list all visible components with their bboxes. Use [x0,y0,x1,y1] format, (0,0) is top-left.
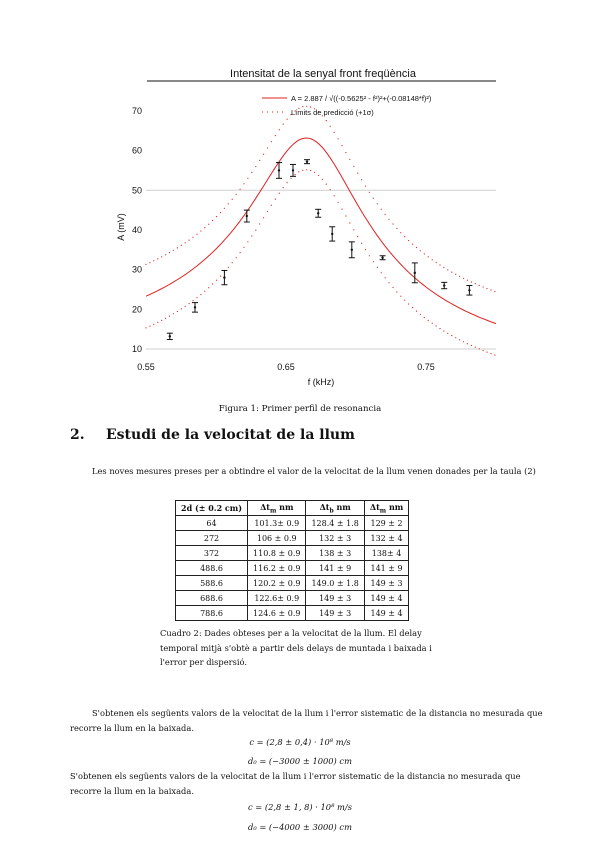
prediction-dot [255,230,256,231]
point-marker [292,169,294,171]
point-marker [306,160,308,162]
prediction-dot [263,154,264,155]
prediction-dot [243,183,244,184]
data-point [466,286,472,296]
prediction-dot [314,172,315,173]
velocity-table [175,500,409,621]
data-point [349,242,355,258]
figure-caption: Figura 1: Primer perfil de resonancia [218,404,382,414]
prediction-dot [306,169,307,170]
table-cell: 149 ± 3 [306,606,364,621]
prediction-dot [240,189,241,190]
prediction-dot [204,291,205,292]
table-cell: 138± 4 [364,546,408,561]
prediction-dot [432,259,433,260]
y-tick-label: 60 [131,145,142,156]
data-point [167,333,173,339]
prediction-dot [432,323,433,324]
prediction-dot [479,348,480,349]
table-row [176,606,409,621]
prediction-dot [479,285,480,286]
table-cell: 788.6 [176,606,248,621]
prediction-dot [396,291,397,292]
y-tick-label: 70 [131,105,142,116]
prediction-dot [275,135,276,136]
prediction-dot [467,343,468,344]
table-header-cell: 2d (± 0.2 cm) [176,501,248,516]
data-point [244,210,250,222]
prediction-dot [494,291,495,292]
prediction-dot [451,335,452,336]
prediction-dot [145,264,146,265]
prediction-dot [334,195,335,196]
prediction-dot [200,230,201,231]
prediction-dot [279,129,280,130]
prediction-dot [361,179,362,180]
prediction-dot [353,229,354,230]
prediction-dot [483,286,484,287]
prediction-dot [420,314,421,315]
prediction-dot [494,354,495,355]
prediction-dot [467,280,468,281]
prediction-dot [396,228,397,229]
prediction-dot [310,170,311,171]
prediction-dot [338,202,339,203]
table-cell: 128.4 ± 1.8 [306,516,364,531]
prediction-dot [486,288,487,289]
prediction-dot [381,209,382,210]
point-marker [331,233,333,235]
table-header-cell: $\Delta t_m$ nm [364,501,408,516]
table-cell: 588.6 [176,576,248,591]
prediction-dot [169,316,170,317]
prediction-dot [192,300,193,301]
point-marker [443,284,445,286]
x-axis-ticks [137,362,435,372]
section-heading [70,427,355,443]
prediction-dot [157,258,158,259]
prediction-dot [216,216,217,217]
table-cell: 149 ± 4 [364,606,408,621]
prediction-dot [302,170,303,171]
fit-curve [146,138,496,324]
prediction-dot [392,223,393,224]
prediction-dot [357,236,358,237]
prediction-dot [436,262,437,263]
prediction-dot [451,272,452,273]
prediction-dot [483,350,484,351]
section-number: 2. [70,427,85,443]
prediction-dot [165,318,166,319]
prediction-dot [212,283,213,284]
prediction-dot [345,152,346,153]
prediction-dot [330,189,331,190]
intro-paragraph: Les noves mesures preses per a obtindre el valor de la velocitat de la llum venen donades per la taula (2) [92,466,536,476]
prediction-dot [287,119,288,120]
table-cell: 372 [176,546,248,561]
data-point [192,303,198,313]
prediction-dot [149,326,150,327]
data-point [221,270,227,284]
prediction-dot [326,184,327,185]
table-header-row [176,501,409,516]
y-axis-ticks [132,106,142,354]
point-marker [169,335,171,337]
prediction-dot [349,222,350,223]
prediction-dot [404,300,405,301]
table-cell: 272 [176,531,248,546]
prediction-dot [459,339,460,340]
prediction-dot [428,256,429,257]
prediction-dot [400,232,401,233]
prediction-dot [349,159,350,160]
prediction-dot [412,307,413,308]
prediction-dot [259,160,260,161]
prediction-dot [436,325,437,326]
equation-d0-1: d₀ = (−3000 ± 1000) cm [248,756,352,766]
table-body [176,516,409,621]
point-marker [246,215,248,217]
prediction-dot [173,250,174,251]
prediction-dot [377,203,378,204]
prediction-dot [290,178,291,179]
prediction-dot [455,274,456,275]
prediction-dot [471,345,472,346]
table-cell: 488.6 [176,561,248,576]
table-cell: 141 ± 9 [364,561,408,576]
prediction-dot [361,243,362,244]
prediction-dot [243,247,244,248]
prediction-dot [447,269,448,270]
prediction-dot [322,179,323,180]
table-cell: 132 ± 3 [306,531,364,546]
prediction-dot [334,132,335,133]
point-marker [468,289,470,291]
prediction-dot [161,320,162,321]
prediction-dot [447,333,448,334]
equation-c-2: c = (2,8 ± 1, 8) · 10⁸ m/s [248,802,352,812]
prediction-dot [263,217,264,218]
prediction-dot [463,341,464,342]
table-row [176,516,409,531]
prediction-dot [153,260,154,261]
y-tick-label: 10 [131,344,142,355]
table-cell: 141 ± 9 [306,561,364,576]
data-point [315,209,321,217]
prediction-dot [490,353,491,354]
prediction-dot [208,287,209,288]
table-header-cell: $\Delta t_b$ nm [306,501,364,516]
prediction-dot [153,324,154,325]
prediction-dot [196,297,197,298]
x-tick-label: 0.55 [137,362,155,372]
prediction-dot [298,171,299,172]
prediction-dot [306,106,307,107]
prediction-dot [388,282,389,283]
table-row [176,576,409,591]
data-points [167,160,473,340]
table-cell: 132 ± 4 [364,531,408,546]
prediction-dot [385,214,386,215]
prediction-dot [251,235,252,236]
prediction-dot [165,254,166,255]
prediction-dot [294,174,295,175]
prediction-dot [200,294,201,295]
data-point [441,282,447,288]
prediction-dot [341,145,342,146]
table-row [176,591,409,606]
prediction-dot [283,187,284,188]
prediction-dot [345,215,346,216]
paragraph-1: S'obtenen els següents valors de la velocitat de la llum i l'error sistematic de la distancia no mesurada que recorre la llum en la baixada. [70,708,543,733]
table-cell: 122.6± 0.9 [248,591,306,606]
prediction-dot [204,227,205,228]
point-marker [381,257,383,259]
prediction-dot [208,224,209,225]
prediction-dot [185,242,186,243]
prediction-dot [236,257,237,258]
table-cell: 688.6 [176,591,248,606]
prediction-dot [271,205,272,206]
prediction-dot [228,267,229,268]
prediction-dot [416,311,417,312]
prediction-dot [400,296,401,297]
table-cell: 120.2 ± 0.9 [248,576,306,591]
prediction-dot [365,186,366,187]
prediction-dot [353,166,354,167]
prediction-dot [357,173,358,174]
prediction-dot [161,256,162,257]
prediction-dot [279,193,280,194]
table-cell: 129 ± 2 [364,516,408,531]
prediction-dot [287,182,288,183]
table-row [176,546,409,561]
prediction-dot [365,249,366,250]
legend-fit-label: A = 2.887 / √((-0.5625² - f²)²+(-0.08148*f)²) [291,94,432,103]
y-tick-label: 50 [131,185,142,196]
prediction-dot [424,253,425,254]
x-axis-label: f (kHz) [307,377,335,387]
prediction-dot [177,311,178,312]
table-cell: 116.2 ± 0.9 [248,561,306,576]
x-tick-label: 0.75 [417,362,435,372]
table-row [176,561,409,576]
table-cell: 101.3± 0.9 [248,516,306,531]
data-point [329,227,335,241]
prediction-dot [271,141,272,142]
prediction-dot [471,281,472,282]
prediction-dot [377,267,378,268]
prediction-dot [232,262,233,263]
prediction-dot [459,276,460,277]
prediction-dot [412,244,413,245]
prediction-dot [236,194,237,195]
prediction-dot [330,126,331,127]
prediction-dot [443,330,444,331]
data-point [304,160,310,164]
prediction-dot [247,178,248,179]
prediction-dot [439,328,440,329]
table-cell: 149 ± 3 [364,576,408,591]
prediction-dot [224,208,225,209]
section-title: Estudi de la velocitat de la llum [106,427,355,443]
paragraph-2: S'obtenen els següents valors de la velocitat de la llum i l'error sistematic de la distancia no mesurada que recorre la llum en la baixada. [70,771,521,796]
prediction-dot [408,303,409,304]
table-cell: 149.0 ± 1.8 [306,576,364,591]
prediction-dot [181,308,182,309]
prediction-dot [247,241,248,242]
prediction-dot [369,255,370,256]
prediction-dot [455,337,456,338]
prediction-dot [145,327,146,328]
y-gridlines [146,190,496,349]
prediction-dot [267,147,268,148]
prediction-dot [189,240,190,241]
x-tick-label: 0.65 [277,362,295,372]
prediction-dot [443,267,444,268]
prediction-dot [157,322,158,323]
y-tick-label: 40 [131,224,142,235]
point-marker [223,276,225,278]
prediction-dot [404,236,405,237]
prediction-dot [232,199,233,200]
point-marker [194,306,196,308]
prediction-dot [326,120,327,121]
prediction-dot [408,240,409,241]
prediction-dot [228,203,229,204]
prediction-dot [259,223,260,224]
prediction-dot [169,252,170,253]
prediction-dot [475,283,476,284]
prediction-dot [267,211,268,212]
y-tick-label: 30 [131,264,142,275]
equation-c-1: c = (2,8 ± 0,4) · 10⁸ m/s [249,737,351,747]
resonance-chart [0,0,600,400]
prediction-dot [189,303,190,304]
point-marker [278,169,280,171]
prediction-dot [173,313,174,314]
prediction-dot [439,264,440,265]
prediction-dot [255,166,256,167]
prediction-dot [486,352,487,353]
prediction-dot [490,289,491,290]
prediction-dot [428,320,429,321]
prediction-dot [220,276,221,277]
point-marker [351,249,353,251]
prediction-dot [420,250,421,251]
prediction-dot [251,172,252,173]
y-axis-label: A (mV) [116,213,126,241]
table-cell: 149 ± 4 [364,591,408,606]
prediction-dot [240,252,241,253]
legend-band-label: Límits de predicció (+1σ) [291,108,374,117]
prediction-dot [475,347,476,348]
prediction-dot [283,124,284,125]
prediction-dot [185,306,186,307]
prediction-dot [212,220,213,221]
prediction-dot [220,212,221,213]
prediction-dot [177,247,178,248]
prediction-bands [145,106,495,356]
prediction-dot [181,245,182,246]
point-marker [317,212,319,214]
point-marker [414,272,416,274]
prediction-dot [388,219,389,220]
table-cell: 106 ± 0.9 [248,531,306,546]
prediction-dot [341,209,342,210]
prediction-dot [416,247,417,248]
legend [262,94,432,117]
prediction-dot [385,277,386,278]
equation-d0-2: d₀ = (−4000 ± 3000) cm [248,822,352,832]
prediction-dot [338,138,339,139]
prediction-dot [381,272,382,273]
table-cell: 110.8 ± 0.9 [248,546,306,561]
prediction-dot [392,287,393,288]
table-caption: Cuadro 2: Dades obteses per a la velocitat de la llum. El delay temporal mitjà s'obtè a partir dels delays de muntada i baixada i l'error per dispersió. [160,628,432,667]
chart-title: Intensitat de la senyal front freqüència [230,68,416,80]
prediction-dot [463,278,464,279]
prediction-dot [275,199,276,200]
prediction-dot [373,198,374,199]
prediction-dot [424,317,425,318]
prediction-dot [149,262,150,263]
prediction-dot [318,175,319,176]
table-row [176,531,409,546]
y-tick-label: 20 [131,304,142,315]
prediction-dot [216,280,217,281]
table-cell: 149 ± 3 [306,591,364,606]
prediction-dot [373,261,374,262]
table-cell: 124.6 ± 0.9 [248,606,306,621]
prediction-dot [196,234,197,235]
prediction-dot [192,237,193,238]
prediction-dot [369,192,370,193]
data-point [380,256,386,260]
table-header-cell: $\Delta t_m$ nm [248,501,306,516]
table-cell: 64 [176,516,248,531]
table-cell: 138 ± 3 [306,546,364,561]
